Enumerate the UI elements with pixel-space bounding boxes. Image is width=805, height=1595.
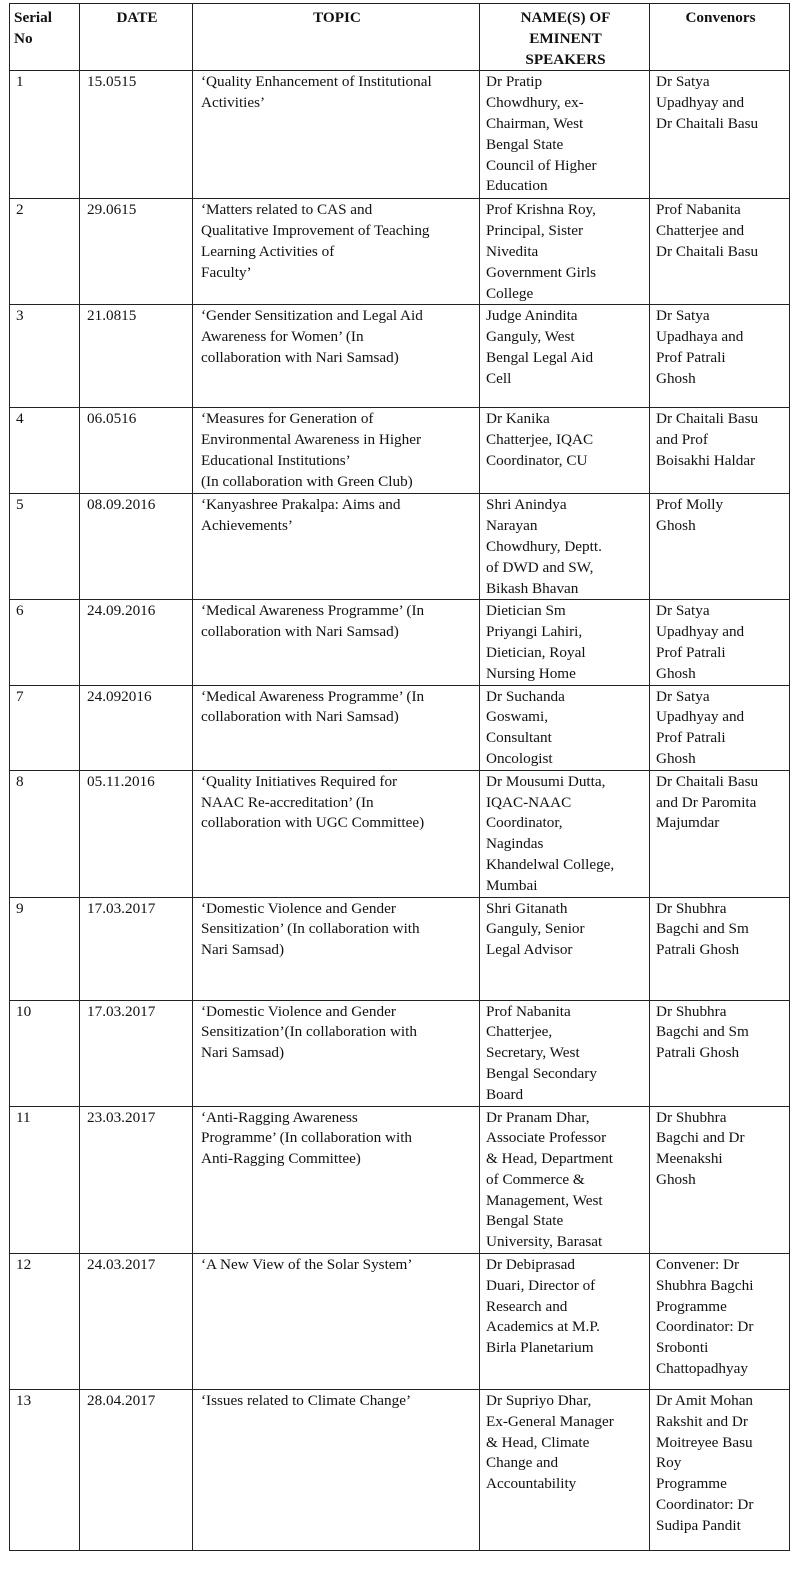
topic-cell: ‘Medical Awareness Programme’ (In collaboration with Nari Samsad)	[193, 600, 480, 685]
serial-cell: 3	[10, 305, 80, 408]
table-row	[10, 494, 790, 600]
convenors-cell: Dr Shubhra Bagchi and Sm Patrali Ghosh	[650, 1000, 790, 1106]
serial-cell: 10	[10, 1000, 80, 1106]
topic-cell: ‘Domestic Violence and Gender Sensitization’ (In collaboration with Nari Samsad)	[193, 897, 480, 1000]
serial-cell: 6	[10, 600, 80, 685]
table-row	[10, 685, 790, 770]
serial-cell: 9	[10, 897, 80, 1000]
serial-cell: 5	[10, 494, 80, 600]
date-cell: 08.09.2016	[80, 494, 193, 600]
convenors-cell: Dr Shubhra Bagchi and Sm Patrali Ghosh	[650, 897, 790, 1000]
table-row	[10, 1390, 790, 1551]
table-row	[10, 1254, 790, 1390]
table-row	[10, 71, 790, 199]
convenors-cell: Dr Satya Upadhyay and Dr Chaitali Basu	[650, 71, 790, 199]
speakers-cell: Dr Pranam Dhar, Associate Professor & Head, Department of Commerce & Management, West Bengal State University, Barasat	[480, 1106, 650, 1254]
date-cell: 24.092016	[80, 685, 193, 770]
table-row	[10, 305, 790, 408]
serial-cell: 12	[10, 1254, 80, 1390]
date-cell: 21.0815	[80, 305, 193, 408]
speakers-cell: Shri Anindya Narayan Chowdhury, Deptt. of DWD and SW, Bikash Bhavan	[480, 494, 650, 600]
date-cell: 17.03.2017	[80, 897, 193, 1000]
convenors-cell: Prof Molly Ghosh	[650, 494, 790, 600]
topic-cell: ‘Issues related to Climate Change’	[193, 1390, 480, 1551]
date-cell: 24.09.2016	[80, 600, 193, 685]
serial-cell: 4	[10, 408, 80, 494]
table-row	[10, 600, 790, 685]
speakers-cell: Prof Krishna Roy, Principal, Sister Nivedita Government Girls College	[480, 199, 650, 305]
convenors-cell: Convener: Dr Shubhra Bagchi Programme Coordinator: Dr Srobonti Chattopadhyay	[650, 1254, 790, 1390]
serial-cell: 11	[10, 1106, 80, 1254]
serial-cell: 7	[10, 685, 80, 770]
topic-cell: ‘Quality Initiatives Required for NAAC Re-accreditation’ (In collaboration with UGC Committee)	[193, 770, 480, 897]
topic-cell: ‘Domestic Violence and Gender Sensitization’(In collaboration with Nari Samsad)	[193, 1000, 480, 1106]
topic-cell: ‘Anti-Ragging Awareness Programme’ (In collaboration with Anti-Ragging Committee)	[193, 1106, 480, 1254]
date-cell: 24.03.2017	[80, 1254, 193, 1390]
convenors-cell: Dr Satya Upadhyay and Prof Patrali Ghosh	[650, 685, 790, 770]
date-cell: 05.11.2016	[80, 770, 193, 897]
convenors-cell: Prof Nabanita Chatterjee and Dr Chaitali Basu	[650, 199, 790, 305]
header-topic: TOPIC	[193, 4, 480, 71]
topic-cell: ‘Quality Enhancement of Institutional Activities’	[193, 71, 480, 199]
date-cell: 17.03.2017	[80, 1000, 193, 1106]
date-cell: 23.03.2017	[80, 1106, 193, 1254]
convenors-cell: Dr Chaitali Basu and Dr Paromita Majumdar	[650, 770, 790, 897]
speakers-cell: Dr Mousumi Dutta, IQAC-NAAC Coordinator, Nagindas Khandelwal College, Mumbai	[480, 770, 650, 897]
topic-cell: ‘A New View of the Solar System’	[193, 1254, 480, 1390]
table-row	[10, 897, 790, 1000]
date-cell: 29.0615	[80, 199, 193, 305]
table-row	[10, 199, 790, 305]
speakers-cell: Shri Gitanath Ganguly, Senior Legal Advisor	[480, 897, 650, 1000]
table-row	[10, 770, 790, 897]
topic-cell: ‘Gender Sensitization and Legal Aid Awareness for Women’ (In collaboration with Nari Samsad)	[193, 305, 480, 408]
table-row	[10, 1106, 790, 1254]
topic-cell: ‘Medical Awareness Programme’ (In collaboration with Nari Samsad)	[193, 685, 480, 770]
seminar-table	[9, 3, 790, 1551]
speakers-cell: Judge Anindita Ganguly, West Bengal Legal Aid Cell	[480, 305, 650, 408]
convenors-cell: Dr Chaitali Basu and Prof Boisakhi Haldar	[650, 408, 790, 494]
speakers-cell: Dr Suchanda Goswami, Consultant Oncologist	[480, 685, 650, 770]
header-speakers: NAME(S) OF EMINENT SPEAKERS	[480, 4, 650, 71]
date-cell: 15.0515	[80, 71, 193, 199]
serial-cell: 1	[10, 71, 80, 199]
speakers-cell: Dr Debiprasad Duari, Director of Research and Academics at M.P. Birla Planetarium	[480, 1254, 650, 1390]
serial-cell: 2	[10, 199, 80, 305]
serial-cell: 8	[10, 770, 80, 897]
speakers-cell: Dr Pratip Chowdhury, ex- Chairman, West Bengal State Council of Higher Education	[480, 71, 650, 199]
header-date: DATE	[80, 4, 193, 71]
document-page	[9, 3, 790, 1551]
table-row	[10, 1000, 790, 1106]
topic-cell: ‘Kanyashree Prakalpa: Aims and Achievements’	[193, 494, 480, 600]
date-cell: 06.0516	[80, 408, 193, 494]
date-cell: 28.04.2017	[80, 1390, 193, 1551]
table-row	[10, 408, 790, 494]
convenors-cell: Dr Satya Upadhaya and Prof Patrali Ghosh	[650, 305, 790, 408]
table-header-row	[10, 4, 790, 71]
convenors-cell: Dr Satya Upadhyay and Prof Patrali Ghosh	[650, 600, 790, 685]
header-serial-no: Serial No	[10, 4, 80, 71]
topic-cell: ‘Measures for Generation of Environmental Awareness in Higher Educational Institutions’ (In collaboration with Green Club)	[193, 408, 480, 494]
table-body	[10, 71, 790, 1551]
header-convenors: Convenors	[650, 4, 790, 71]
speakers-cell: Dr Kanika Chatterjee, IQAC Coordinator, CU	[480, 408, 650, 494]
convenors-cell: Dr Shubhra Bagchi and Dr Meenakshi Ghosh	[650, 1106, 790, 1254]
topic-cell: ‘Matters related to CAS and Qualitative Improvement of Teaching Learning Activities of Faculty’	[193, 199, 480, 305]
speakers-cell: Dr Supriyo Dhar, Ex-General Manager & Head, Climate Change and Accountability	[480, 1390, 650, 1551]
serial-cell: 13	[10, 1390, 80, 1551]
speakers-cell: Dietician Sm Priyangi Lahiri, Dietician, Royal Nursing Home	[480, 600, 650, 685]
convenors-cell: Dr Amit Mohan Rakshit and Dr Moitreyee Basu Roy Programme Coordinator: Dr Sudipa Pandit	[650, 1390, 790, 1551]
speakers-cell: Prof Nabanita Chatterjee, Secretary, West Bengal Secondary Board	[480, 1000, 650, 1106]
